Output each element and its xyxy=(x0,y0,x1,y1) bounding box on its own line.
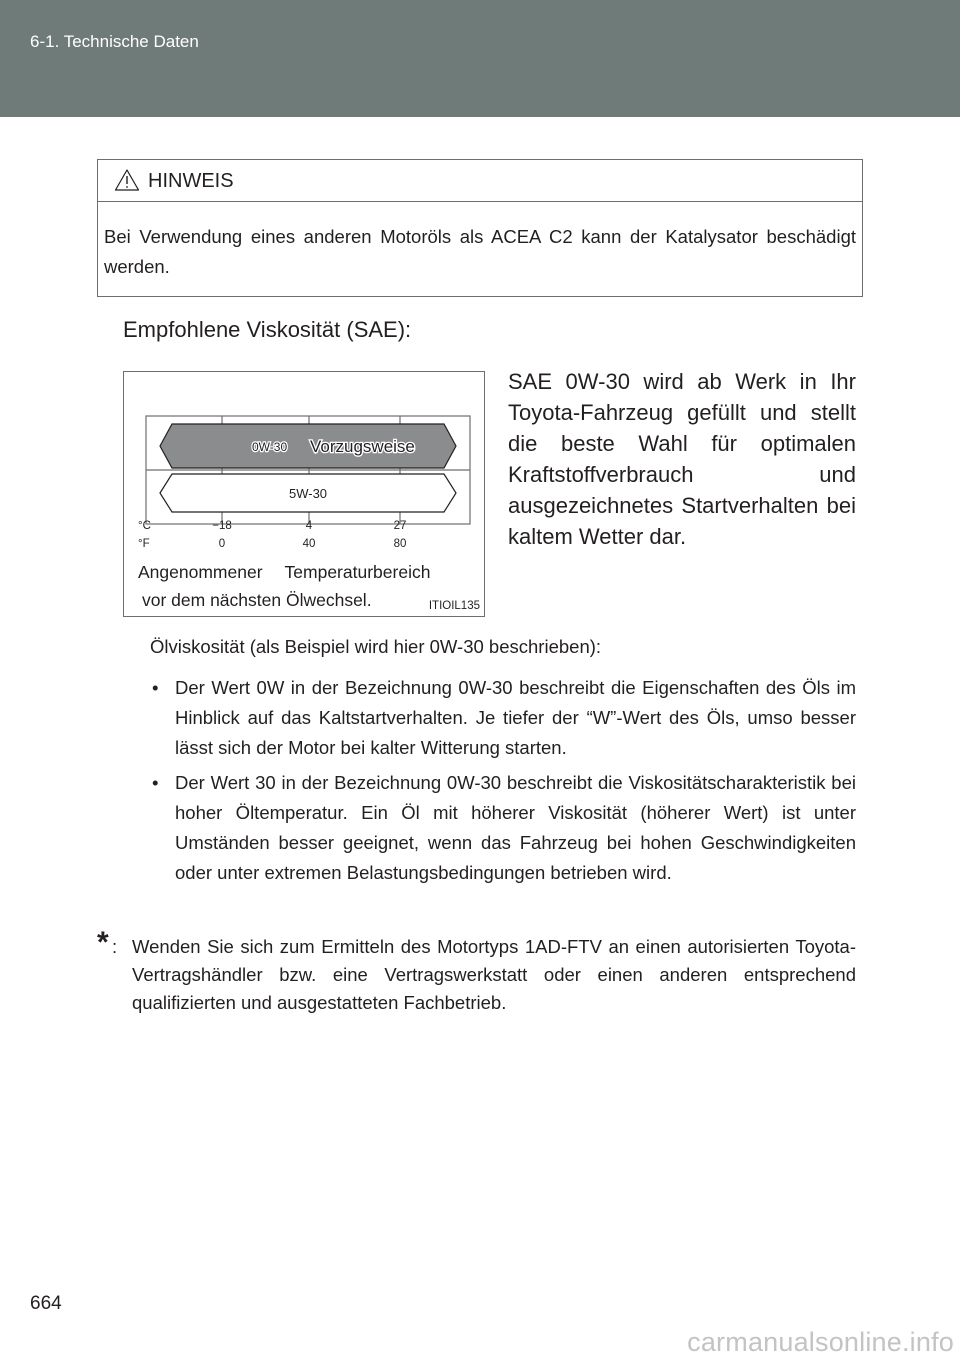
bullet-text: Der Wert 0W in der Bezeichnung 0W-30 beschreibt die Eigenschaften des Öls im Hinblick auf das Kaltstartverhalten. Je tiefer der “W”-Wert des Öls, umso besser lässt sich der Motor bei kalter Witterung starten. xyxy=(175,677,856,758)
page-header xyxy=(0,0,960,117)
caption-word: Angenommener xyxy=(138,562,263,582)
celsius-tick: 4 xyxy=(305,520,313,532)
viscosity-figure xyxy=(123,371,485,617)
notice-box xyxy=(97,159,863,297)
notice-header xyxy=(98,160,862,202)
fahrenheit-tick: 80 xyxy=(393,538,407,550)
caption-line: vor dem nächsten Ölwechsel. xyxy=(142,590,372,610)
bullet-symbol: • xyxy=(152,772,159,793)
list-item xyxy=(150,768,856,888)
fahrenheit-tick: 40 xyxy=(302,538,316,550)
footnote-text: Wenden Sie sich zum Ermitteln des Motortyps 1AD-FTV an einen autorisierten Toyota-Vertragshändler bzw. eine Vertragswerkstatt oder einen anderen entsprechend qualifizierten und ausgestatteten Fachbetrieb. xyxy=(132,936,856,1013)
figure-caption xyxy=(138,558,468,614)
list-item xyxy=(150,673,856,763)
footnote-star: * xyxy=(97,926,109,959)
celsius-tick: 27 xyxy=(393,520,407,532)
preferred-text: Vorzugsweise xyxy=(310,437,415,456)
warning-triangle-icon xyxy=(114,168,140,192)
fahrenheit-unit: °F xyxy=(138,538,150,550)
section-title: 6-1. Technische Daten xyxy=(30,32,199,51)
watermark: carmanualsonline.info xyxy=(687,1327,954,1357)
celsius-tick: −18 xyxy=(212,520,232,532)
preferred-grade-label: 0W-30 xyxy=(252,440,288,454)
notice-body: Bei Verwendung eines anderen Motoröls als ACEA C2 kann der Katalysator beschädigt werden. xyxy=(104,226,856,277)
footnote-colon: : xyxy=(112,936,118,957)
notice-title: HINWEIS xyxy=(148,170,234,192)
intro-text: Ölviskosität (als Beispiel wird hier 0W-30 beschrieben): xyxy=(150,636,602,657)
celsius-unit: °C xyxy=(138,520,151,532)
side-text: SAE 0W-30 wird ab Werk in Ihr Toyota-Fahrzeug gefüllt und stellt die beste Wahl für optimalen Kraftstoffverbrauch und ausgezeichnetes Startverhalten bei kaltem Wetter dar. xyxy=(508,369,856,549)
viscosity-heading: Empfohlene Viskosität (SAE): xyxy=(123,317,412,342)
alt-grade-label: 5W-30 xyxy=(288,486,328,501)
bullet-list xyxy=(150,673,856,893)
bullet-text: Der Wert 30 in der Bezeichnung 0W-30 beschreibt die Viskositätscharakteristik bei hoher Öltemperatur. Ein Öl mit höherer Viskosität (höherer Wert) ist unter Umständen besser geeignet, wenn das Fahrzeug bei hohen Geschwindigkeiten oder unter extremen Belastungsbedingungen betrieben wird. xyxy=(175,772,856,883)
page-number: 664 xyxy=(30,1293,62,1314)
caption-word: Temperaturbereich xyxy=(284,562,431,582)
bullet-symbol: • xyxy=(152,677,159,698)
footnote xyxy=(97,926,856,1017)
fahrenheit-tick: 0 xyxy=(218,538,226,550)
figure-code: ITIOIL135 xyxy=(428,600,480,612)
